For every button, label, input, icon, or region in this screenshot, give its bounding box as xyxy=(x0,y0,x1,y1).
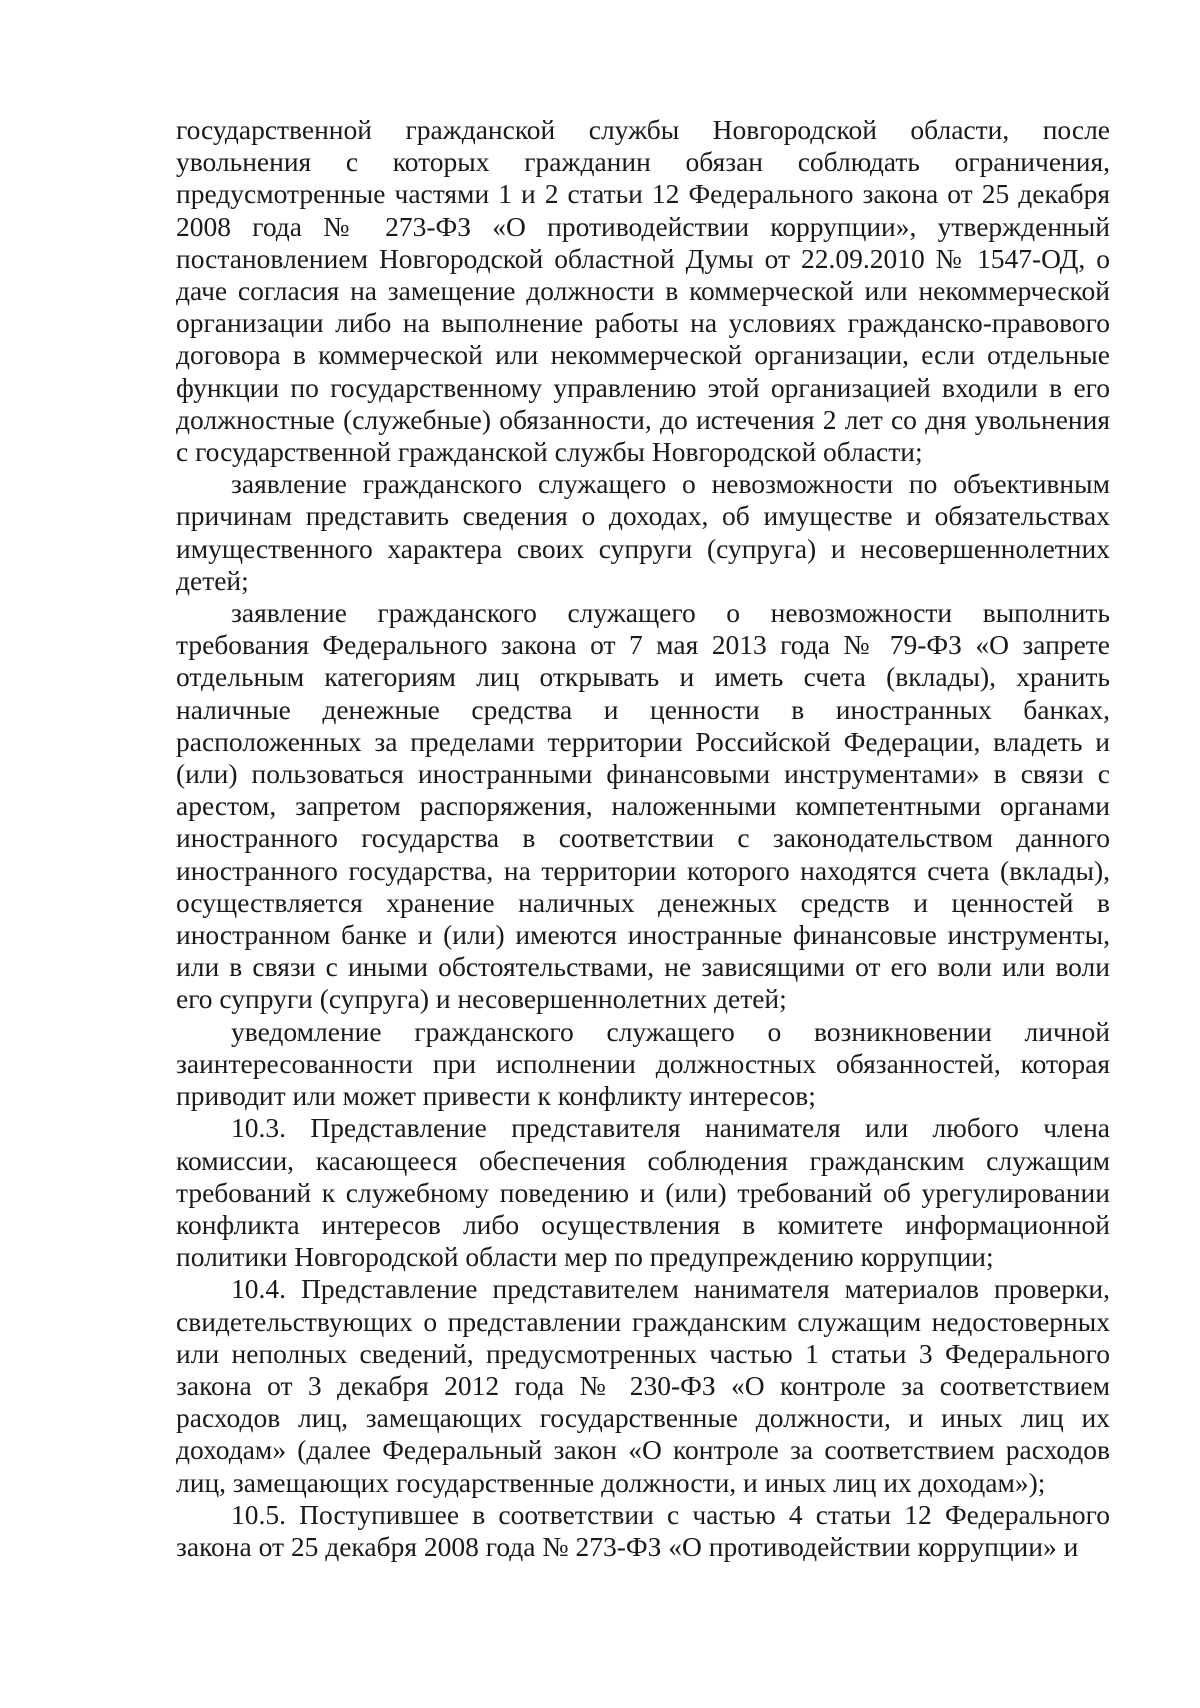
paragraph-statement-income-info: заявление гражданского служащего о невозможности по объективным причинам представить сведения о доходах, об имуществе и обязательствах имущественного характера своих супруги (супруга) и несовершеннолетних детей; xyxy=(176,468,1110,596)
paragraph-notification-conflict-interest: уведомление гражданского служащего о возникновении личной заинтересованности при исполнении должностных обязанностей, которая приводит или может привести к конфликту интересов; xyxy=(176,1015,1110,1112)
paragraph-continuation-restrictions: государственной гражданской службы Новгородской области, после увольнения с которых гражданин обязан соблюдать ограничения, предусмотренные частями 1 и 2 статьи 12 Федерального закона от 25 декабря 2008 года № 273-ФЗ «О противодействии коррупции», утвержденный постановлением Новгородской областной Думы от 22.09.2010 № 1547-ОД, о даче согласия на замещение должности в коммерческой или некоммерческой организации либо на выполнение работы на условиях гражданско-правового договора в коммерческой или некоммерческой организации, если отдельные функции по государственному управлению этой организацией входили в его должностные (служебные) обязанности, до истечения 2 лет со дня увольнения с государственной гражданской службы Новгородской области; xyxy=(176,114,1110,468)
paragraph-statement-foreign-accounts: заявление гражданского служащего о невозможности выполнить требования Федерального закона от 7 мая 2013 года № 79-ФЗ «О запрете отдельным категориям лиц открывать и иметь счета (вклады), хранить наличные денежные средства и ценности в иностранных банках, расположенных за пределами территории Российской Федерации, владеть и (или) пользоваться иностранными финансовыми инструментами» в связи с арестом, запретом распоряжения, наложенными компетентными органами иностранного государства в соответствии с законодательством данного иностранного государства, на территории которого находятся счета (вклады), осуществляется хранение наличных денежных средств и ценностей в иностранном банке и (или) имеются иностранные финансовые инструменты, или в связи с иными обстоятельствами, не зависящими от его воли или воли его супруги (супруга) и несовершеннолетних детей; xyxy=(176,597,1110,1015)
paragraph-clause-10-3: 10.3. Представление представителя нанимателя или любого члена комиссии, касающееся обеспечения соблюдения гражданским служащим требований к служебному поведению и (или) требований об урегулировании конфликта интересов либо осуществления в комитете информационной политики Новгородской области мер по предупреждению коррупции; xyxy=(176,1112,1110,1273)
paragraph-clause-10-5: 10.5. Поступившее в соответствии с частью 4 статьи 12 Федерального закона от 25 декабря 2008 года № 273-ФЗ «О противодействии коррупции» и xyxy=(176,1498,1110,1562)
paragraph-clause-10-4: 10.4. Представление представителем нанимателя материалов проверки, свидетельствующих о представлении гражданским служащим недостоверных или неполных сведений, предусмотренных частью 1 статьи 3 Федерального закона от 3 декабря 2012 года № 230-ФЗ «О контроле за соответствием расходов лиц, замещающих государственные должности, и иных лиц их доходам» (далее Федеральный закон «О контроле за соответствием расходов лиц, замещающих государственные должности, и иных лиц их доходам»); xyxy=(176,1273,1110,1498)
document-page xyxy=(176,114,1110,1563)
